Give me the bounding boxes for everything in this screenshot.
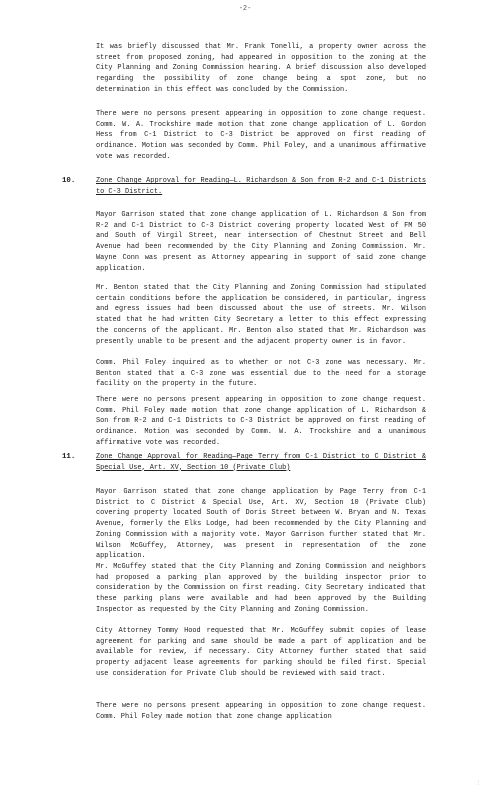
item-heading-11: Zone Change Approval for Reading—Page Terry from C-1 District to C District & Special Use, Art. XV, Section 10 (Private Club) xyxy=(96,453,426,472)
item-number-11: 11. xyxy=(62,453,76,461)
paragraph-foley-inquiry: Comm. Phil Foley inquired as to whether or not C-3 zone was necessary. Mr. Benton stated that a C-3 zone was essential due to the need for a storage facility on the property in the future. xyxy=(96,359,426,389)
paragraph-hess-motion: There were no persons present appearing in opposition to zone change request. Comm. W. A. Trockshire made motion that zone change application of L. Gordon Hess from C-1 District to C-3 District be approved on first reading of ordinance. Motion was seconded by Comm. Phil Foley, and a unanimous affirmative vote was recorded. xyxy=(96,110,426,161)
paragraph-opposition-discussion: It was briefly discussed that Mr. Frank Tonelli, a property owner across the street from proposed zoning, had appeared in opposition to the zoning at the City Planning and Zoning Commission hearing. A brief discussion also developed regarding the possibility of zone change being a spot zone, but no determination in this effect was concluded by the Commission. xyxy=(96,43,426,94)
paragraph-terry-motion: There were no persons present appearing in opposition to zone change request. Comm. Phil Foley made motion that zone change application xyxy=(96,702,426,721)
scan-mark-decoration: ⋮ xyxy=(476,780,482,786)
item-number-10: 10. xyxy=(62,177,76,185)
paragraph-benton-conditions: Mr. Benton stated that the City Planning and Zoning Commission had stipulated certain conditions before the application be considered, in particular, ingress and egress issues had been discussed about the use of streets. Mr. Wilson stated that he had written City Secretary a letter to this effect expressing the concerns of the applicant. Mr. Benton also stated that Mr. Richardson was presently unable to be present and the adjacent property owner is in favor. xyxy=(96,284,426,346)
item-heading-10: Zone Change Approval for Reading—L. Richardson & Son from R-2 and C-1 Districts to C-3 District. xyxy=(96,177,426,196)
paragraph-terry-intro: Mayor Garrison stated that zone change application by Page Terry from C-1 District to C District & Special Use, Art. XV, Section 10 (Private Club) covering property located South of Doris Street between W. Bryan and N. Texas Avenue, formerly the Elks Lodge, had been recommended by the City Planning and Zoning Commission with a majority vote. Mayor Garrison further stated that Mr. Wilson McGuffey, Attorney, was present in representation of the zone application. xyxy=(96,488,426,561)
page-number: -2- xyxy=(238,5,252,13)
paragraph-attorney-lease: City Attorney Tommy Hood requested that Mr. McGuffey submit copies of lease agreement for parking and same should be made a part of application and be available for review, if necessary. City Attorney further stated that said property adjacent lease agreements for parking should be filed first. Special use consideration for Private Club should be reviewed with said tract. xyxy=(96,627,426,678)
paragraph-mcguffey-parking: Mr. McGuffey stated that the City Planning and Zoning Commission and neighbors had proposed a parking plan approved by the building inspector prior to consideration by the Commission on first reading. City Secretary indicated that these parking plans were available and had been approved by the Building Inspector as requested by the City Planning and Zoning Commission. xyxy=(96,563,426,614)
paragraph-richardson-motion: There were no persons present appearing in opposition to zone change request. Comm. Phil Foley made motion that zone change application of L. Richardson & Son from R-2 and C-1 Districts to C-3 District be approved on first reading of ordinance. Motion was seconded by Comm. W. A. Trockshire and a unanimous affirmative vote was recorded. xyxy=(96,396,426,447)
paragraph-richardson-intro: Mayor Garrison stated that zone change application of L. Richardson & Son from R-2 and C-1 District to C-3 District covering property located West of FM 50 and South of Virgil Street, near intersection of Chestnut Street and Bell Avenue had been recommended by the City Planning and Zoning Commission. Mr. Wayne Conn was present as Attorney appearing in support of said zone change application. xyxy=(96,211,426,273)
